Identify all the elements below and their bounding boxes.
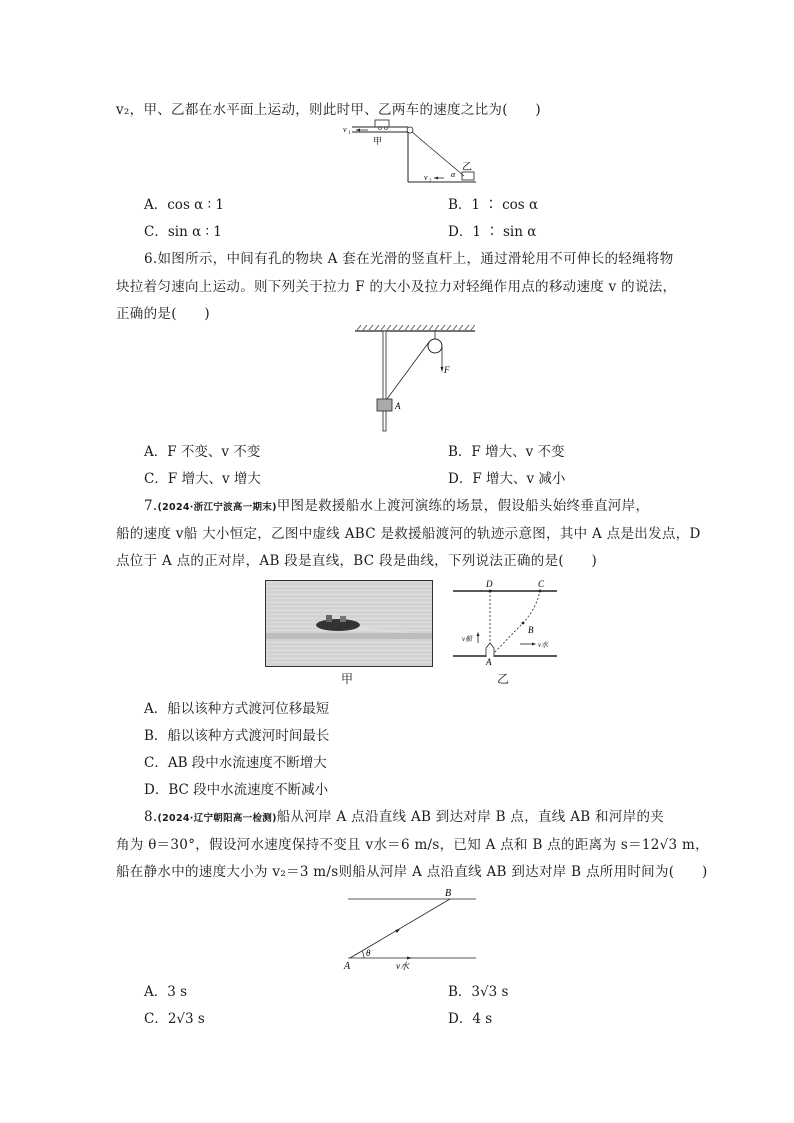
q5-option-d[interactable]: D．1 ∶ sin α bbox=[448, 224, 537, 240]
q6-option-a[interactable]: A．F 不变、v 不变 bbox=[144, 444, 261, 460]
caption-yi: 乙 bbox=[497, 672, 510, 686]
q6-option-c[interactable]: C．F 增大、v 增大 bbox=[144, 471, 261, 487]
v-boat-label: v船 bbox=[462, 635, 473, 643]
q5-stem: v₂，甲、乙都在水平面上运动，则此时甲、乙两车的速度之比为( ) bbox=[116, 102, 541, 118]
svg-text:2: 2 bbox=[429, 179, 432, 184]
point-b-label: B bbox=[528, 625, 534, 635]
q5-option-b[interactable]: B．1 ∶ cos α bbox=[448, 197, 539, 213]
q8-option-c[interactable]: C．2√3 s bbox=[144, 1011, 205, 1027]
v1-label: v bbox=[343, 125, 347, 134]
q8-option-b[interactable]: B．3√3 s bbox=[448, 984, 509, 1000]
q6-stem-line1: 6.如图所示，中间有孔的物块 A 套在光滑的竖直杆上，通过滑轮用不可伸长的轻绳将物 bbox=[144, 251, 674, 267]
v-water-label: v水 bbox=[538, 641, 549, 649]
point-d-label: D bbox=[486, 579, 493, 589]
q7-figure-river-trajectory bbox=[450, 577, 560, 665]
q8-option-d[interactable]: D．4 s bbox=[448, 1011, 493, 1027]
rescue-boat-photo bbox=[265, 580, 433, 667]
q8-stem-line2: 角为 θ＝30°，假设河水速度保持不变且 v水＝6 m/s，已知 A 点和 B 点的距离为 s＝12√3 m， bbox=[116, 837, 709, 853]
q8-option-a[interactable]: A．3 s bbox=[144, 984, 188, 1000]
q8-stem-line3: 船在静水中的速度大小为 v₂＝3 m/s则船从河岸 A 点沿直线 AB 到达对岸 B 点所用时间为( ) bbox=[116, 864, 708, 880]
point-b-label: B bbox=[445, 888, 452, 899]
q8-source: (2024·辽宁朝阳高一检测) bbox=[157, 813, 277, 824]
v2-label: v bbox=[424, 173, 428, 182]
force-f-label: F bbox=[444, 365, 450, 375]
q7-option-c[interactable]: C．AB 段中水流速度不断增大 bbox=[144, 755, 327, 771]
q7-stem-line2: 船的速度 v船 大小恒定，乙图中虚线 ABC 是救援船渡河的轨迹示意图，其中 A 点是出发点，D bbox=[116, 526, 701, 542]
q5-option-c[interactable]: C．sin α ∶ 1 bbox=[144, 224, 222, 240]
alpha-label: α bbox=[451, 170, 456, 179]
svg-text:1: 1 bbox=[348, 131, 351, 136]
theta-label: θ bbox=[366, 948, 371, 958]
q8-figure-river-crossing bbox=[340, 884, 480, 974]
q6-option-b[interactable]: B．F 增大、v 不变 bbox=[448, 444, 565, 460]
q7-option-b[interactable]: B．船以该种方式渡河时间最长 bbox=[144, 728, 330, 744]
block-a-label: A bbox=[395, 401, 401, 411]
point-c-label: C bbox=[538, 579, 545, 589]
point-a-label: A bbox=[486, 657, 492, 665]
q7-option-a[interactable]: A．船以该种方式渡河位移最短 bbox=[144, 701, 330, 717]
point-a-label: A bbox=[344, 961, 351, 972]
q6-stem-line3: 正确的是( ) bbox=[116, 306, 210, 322]
q7-option-d[interactable]: D．BC 段中水流速度不断减小 bbox=[144, 782, 329, 798]
q5-figure-pulley-carts bbox=[340, 118, 490, 184]
jia-label: 甲 bbox=[373, 136, 383, 146]
q7-source: (2024·浙江宁波高一期末) bbox=[157, 502, 277, 513]
q7-stem-line3: 点位于 A 点的正对岸，AB 段是直线，BC 段是曲线，下列说法正确的是( ) bbox=[116, 553, 598, 569]
yi-label: 乙 bbox=[462, 162, 472, 173]
q7-stem-line1: 7.(2024·浙江宁波高一期末)甲图是救援船水上渡河演练的场景，假设船头始终垂直河岸， bbox=[144, 498, 650, 514]
caption-jia: 甲 bbox=[341, 672, 354, 686]
q5-option-a[interactable]: A．cos α ∶ 1 bbox=[144, 197, 224, 213]
q6-figure-pulley-block bbox=[355, 325, 475, 433]
q6-stem-line2: 块拉着匀速向上运动。则下列关于拉力 F 的大小及拉力对轻绳作用点的移动速度 v 的说法， bbox=[116, 279, 677, 295]
q8-stem-line1: 8.(2024·辽宁朝阳高一检测)船从河岸 A 点沿直线 AB 到达对岸 B 点，直线 AB 和河岸的夹 bbox=[144, 809, 665, 825]
q6-option-d[interactable]: D．F 增大、v 减小 bbox=[448, 471, 566, 487]
v-water-label: v水 bbox=[396, 961, 409, 971]
